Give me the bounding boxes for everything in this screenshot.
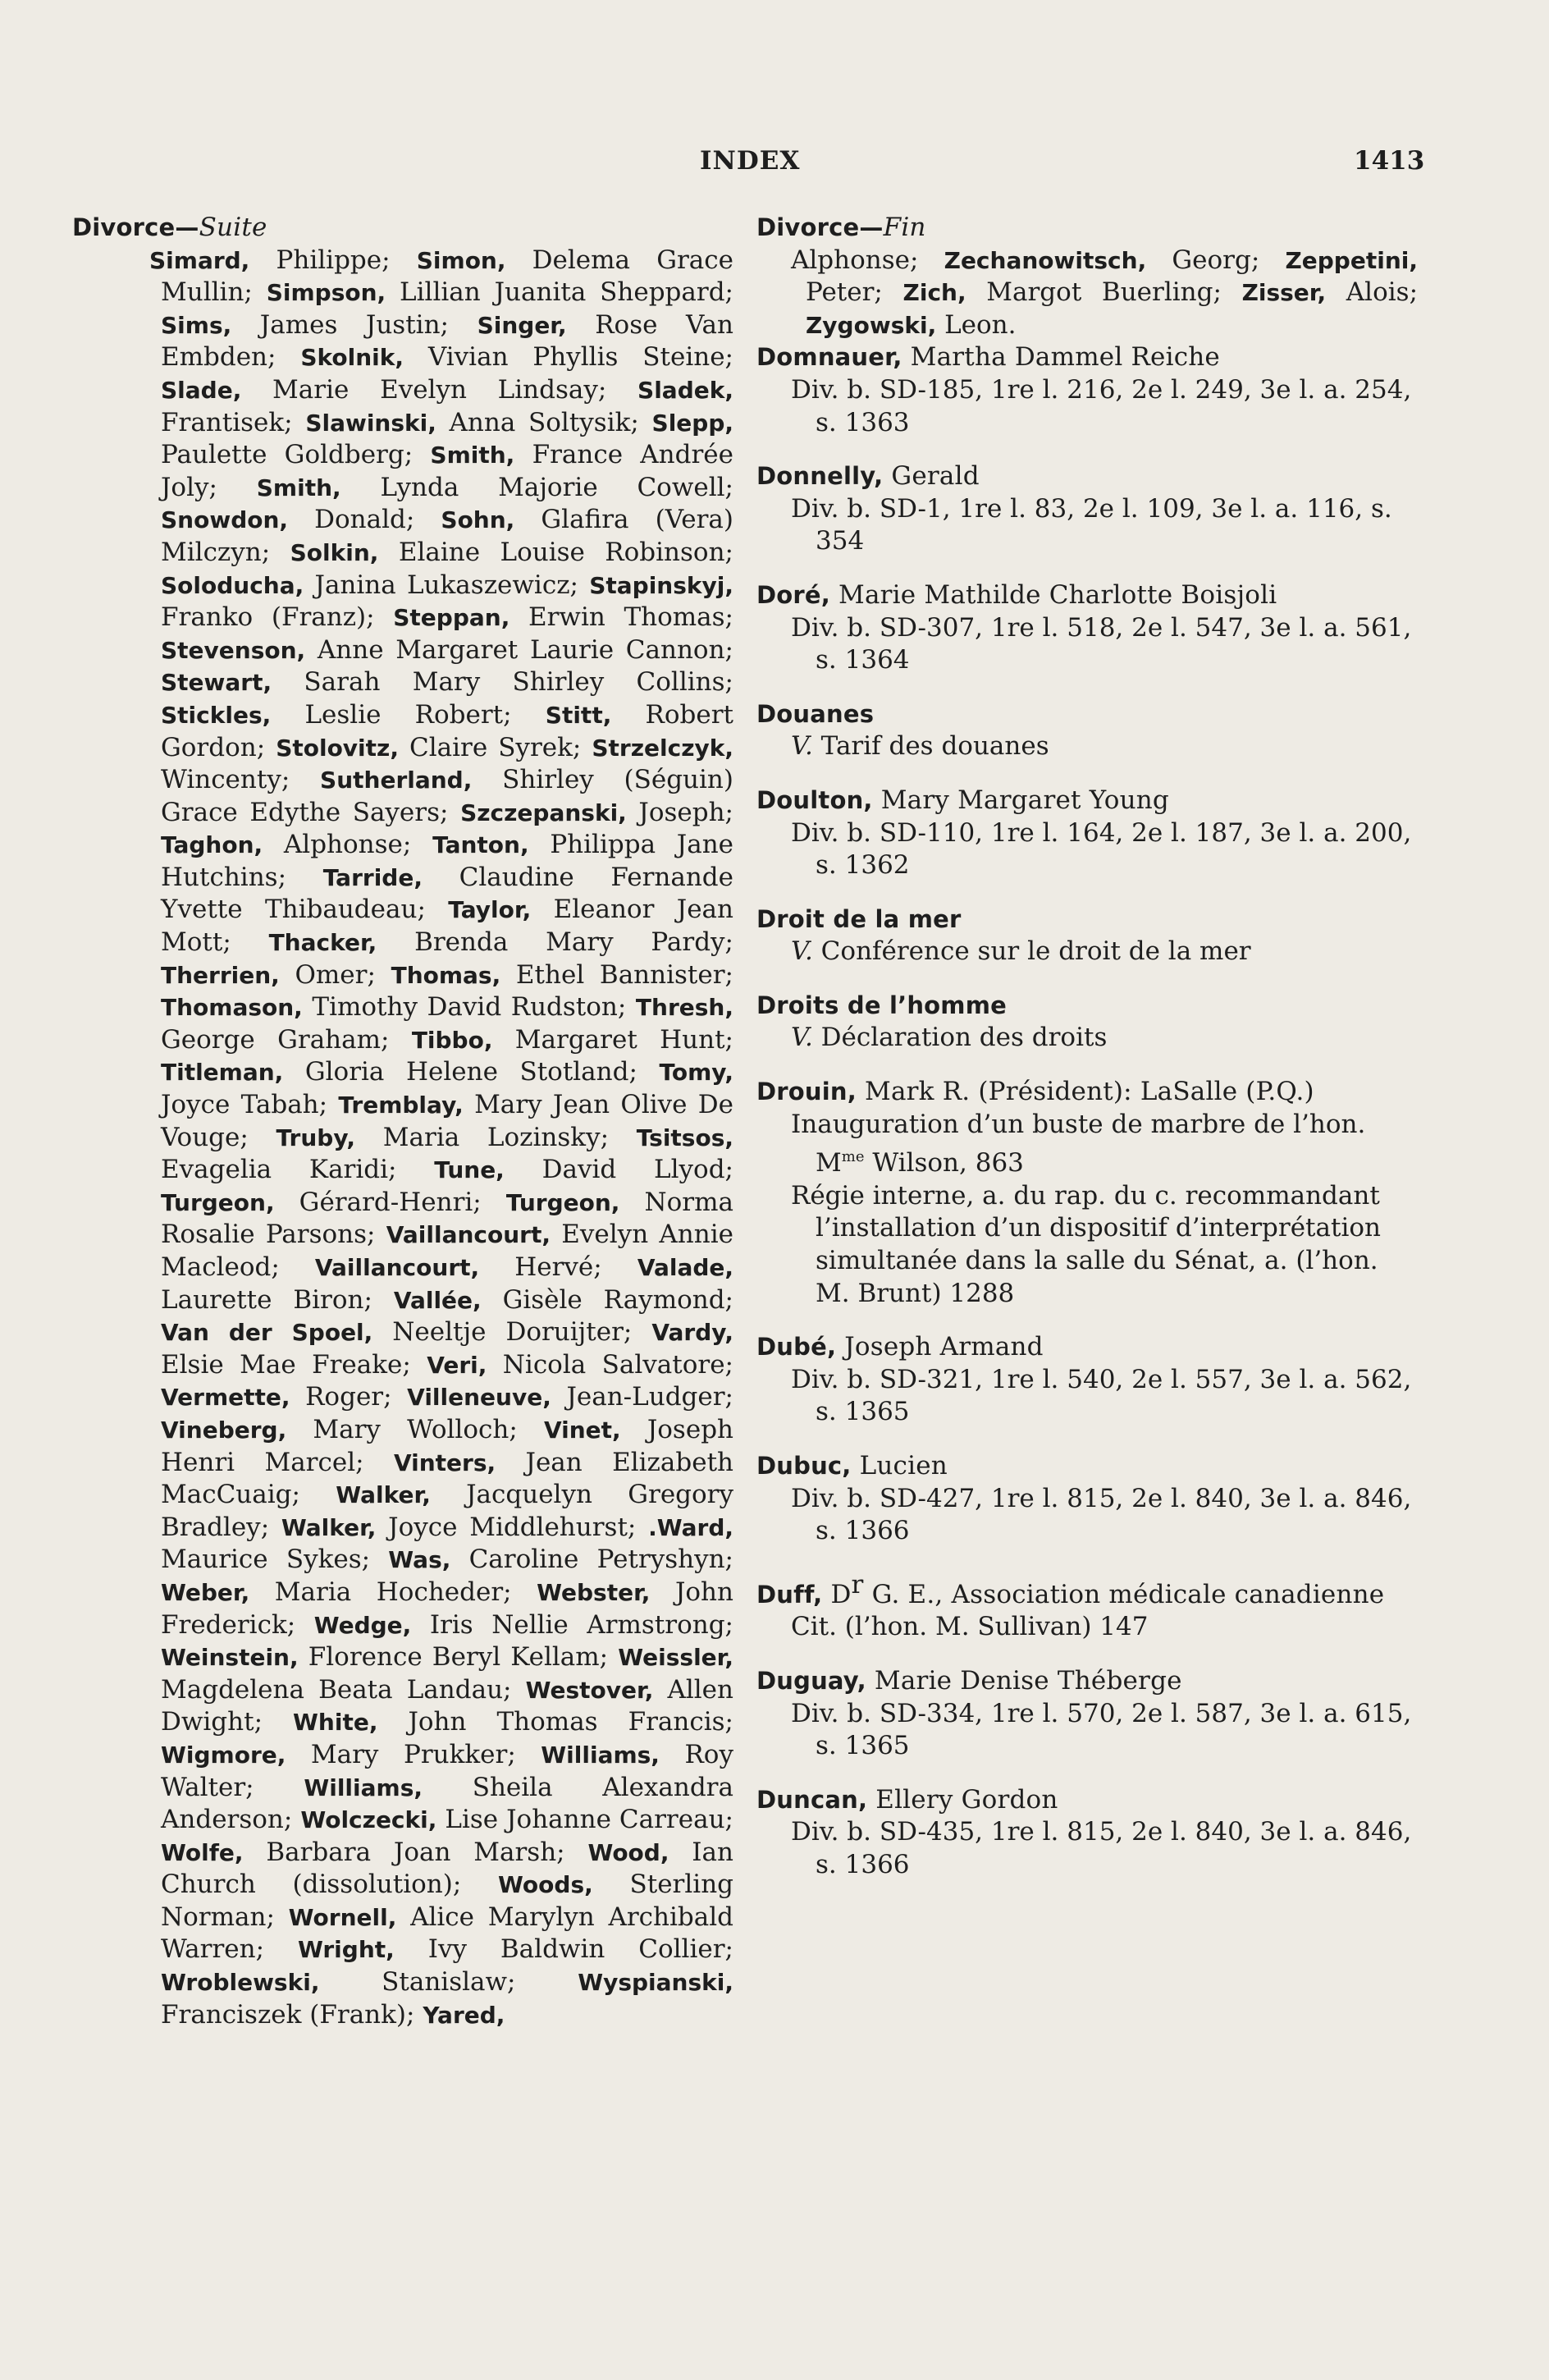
given-names: Paulette Goldberg; [161,440,414,470]
entry-heading [756,1450,1418,1483]
given-names: France Andrée Joly; [161,440,733,502]
given-names: Joseph; [626,797,733,827]
entry-head-rest: Marie Mathilde Charlotte Boisjoli [829,579,1277,610]
surname: Vaillancourt, [386,1221,551,1249]
entry-heading [756,904,1418,936]
entry-heading [756,1331,1418,1364]
index-entry [756,1076,1418,1310]
entry-head-rest: Marie Denise Théberge [866,1665,1182,1696]
given-names: Elsie Mae Freake; [161,1349,411,1380]
given-names: Mary Wolloch; [286,1414,518,1444]
given-names: Mary Prukker; [286,1739,516,1769]
surname: Strzelczyk, [592,734,734,762]
given-names: Franko (Franz); [161,602,375,633]
given-names: Hervé; [479,1252,602,1282]
given-names: Maurice Sykes; [161,1545,371,1575]
given-names: Alphonse; [791,245,919,275]
given-names: Brenda Mary Pardy; [377,927,733,958]
given-names: Philippe; [249,245,391,275]
surname: Westover, [525,1676,654,1704]
detail-text: Div. b. SD-427, 1re l. 815, 2e l. 840, 3e l. a. 846, s. 1366 [791,1483,1412,1546]
surname: Sims, [161,311,232,339]
index-entry [756,1665,1418,1763]
entry-head-rest: Mark R. (Président): LaSalle (P.Q.) [856,1077,1314,1107]
given-names: Norma Rosalie Parsons; [161,1187,733,1250]
surname: Tibbo, [411,1026,493,1054]
given-names: Laurette Biron; [161,1284,372,1315]
given-names: Allen Dwight; [161,1674,733,1737]
index-entry [756,579,1418,677]
surname: Thomason, [161,994,303,1022]
entry-heading [756,1076,1418,1109]
given-names: Alice Marylyn Archibald Warren; [161,1902,733,1965]
given-names: Georg; [1146,245,1260,275]
surname: Zisser, [1241,279,1327,307]
index-entry [756,698,1418,763]
surname: Zechanowitsch, [944,246,1147,274]
given-names: Caroline Petryshyn; [450,1545,733,1575]
surname: Woods, [498,1871,593,1899]
surname: Wigmore, [161,1741,286,1769]
detail-text: Tarif des douanes [812,731,1049,762]
entry-head: Drouin, [756,1078,857,1106]
entry-detail [756,1109,1418,1180]
entry-head: Dubé, [756,1333,837,1362]
surname: Williams, [541,1741,660,1769]
surname: Zygowski, [806,311,937,339]
given-names: Rose Van Embden; [161,309,733,373]
given-names: Joseph Henri Marcel; [161,1414,733,1477]
entry-heading [756,341,1418,374]
entry-heading-divorce-suite [72,212,733,245]
given-names: Franciszek (Frank); [161,1999,415,2030]
surname: Truby, [276,1124,356,1151]
surname: Tune, [434,1156,505,1184]
given-names: Marie Evelyn Lindsay; [241,374,607,405]
surname: Thomas, [391,961,501,989]
given-names: John Frederick; [161,1577,733,1640]
surname: Vineberg, [161,1416,287,1444]
entry-detail [756,730,1418,763]
surname: Tomy, [659,1059,733,1087]
surname: Tanton, [432,831,529,859]
surname: Sutherland, [320,767,473,794]
given-names: George Graham; [161,1024,390,1055]
given-names: Ivy Baldwin Collier; [394,1934,733,1965]
entry-heading [756,698,1418,731]
surname: Tremblay, [338,1092,464,1119]
running-head [0,146,1549,187]
given-names: Omer; [279,959,376,990]
given-names: Stanislaw; [319,1967,516,1998]
surname: Wright, [297,1936,395,1964]
surname: Veri, [427,1351,487,1379]
detail-text: Conférence sur le droit de la mer [812,936,1251,967]
entry-detail [756,493,1418,558]
given-names: Eleanor Jean Mott; [161,895,733,958]
surname: Vallée, [393,1286,482,1314]
surname: Valade, [637,1254,734,1281]
index-entry [756,785,1418,882]
divorce-names-list [72,245,733,2032]
given-names: Claire Syrek; [398,732,582,762]
given-names: Lise Johanne Carreau; [436,1805,733,1835]
detail-tail: Wilson, 863 [864,1148,1024,1179]
surname: Tsitsos, [636,1124,733,1151]
detail-text: Div. b. SD-185, 1re l. 216, 2e l. 249, 3e l. a. 254, s. 1363 [791,374,1412,437]
detail-text: Div. b. SD-110, 1re l. 164, 2e l. 187, 3e l. a. 200, s. 1362 [791,817,1412,881]
see-reference: V. [791,731,813,762]
entry-detail [756,817,1418,882]
surname: Williams, [304,1774,423,1801]
given-names: Elaine Louise Robinson; [378,537,733,567]
given-names: Gérard-Henri; [274,1187,482,1217]
entry-head-rest: Gerald [883,461,980,492]
given-names: Donald; [288,505,415,535]
surname: .Ward, [648,1513,733,1541]
surname: Skolnik, [300,344,404,372]
surname: Weinstein, [161,1644,299,1672]
given-names: Claudine Fernande Yvette Thibaudeau; [161,862,733,925]
surname: Thresh, [635,994,733,1022]
surname: Simpson, [266,279,386,307]
entry-detail [756,374,1418,439]
index-entry [756,1569,1418,1644]
surname: Simard, [149,246,250,274]
given-names: Alois; [1326,277,1419,308]
given-names: Jean-Ludger; [551,1382,733,1412]
surname: Stolovitz, [276,734,399,762]
detail-text: Div. b. SD-435, 1re l. 815, 2e l. 840, 3e l. a. 846, s. 1366 [791,1817,1412,1879]
index-entry [756,990,1418,1055]
surname: Slawinski, [305,409,436,437]
surname: Wolczecki, [300,1806,437,1834]
heading-main: Divorce— [72,213,199,241]
superscript: r [851,1569,864,1600]
index-entry [756,1331,1418,1429]
given-names: Philippa Jane Hutchins; [161,830,734,892]
given-names: Vivian Phyllis Steine; [404,342,733,373]
given-names: Delema Grace Mullin; [161,245,733,308]
surname: Vermette, [161,1384,290,1412]
page-title: INDEX [700,146,801,176]
entry-head: Dubuc, [756,1452,852,1480]
detail-text: Cit. (l’hon. M. Sullivan) 147 [791,1612,1149,1642]
heading-suffix: Fin [883,213,926,242]
surname: Solkin, [290,538,379,566]
entry-head-rest: Ellery Gordon [867,1784,1058,1815]
entry-head: Duguay, [756,1666,866,1695]
given-names: Timothy David Rudston; [302,992,627,1023]
entry-head: Domnauer, [756,343,902,372]
surname: Wornell, [288,1903,397,1931]
index-entry [756,1450,1418,1548]
detail-text: Div. b. SD-334, 1re l. 570, 2e l. 587, 3e l. a. 615, s. 1365 [791,1698,1412,1761]
detail-text: Div. b. SD-321, 1re l. 540, 2e l. 557, 3e l. a. 562, s. 1365 [791,1364,1412,1427]
given-names: Margaret Hunt; [492,1024,733,1055]
surname: Vinters, [393,1449,496,1476]
given-names: Florence Beryl Kellam; [298,1642,609,1673]
detail-text: Div. b. SD-307, 1re l. 518, 2e l. 547, 3e l. a. 561, s. 1364 [791,612,1412,675]
see-reference: V. [791,936,813,967]
entry-head: Donnelly, [756,462,884,491]
given-names: Alphonse; [263,830,412,860]
entry-head: Droit de la mer [756,904,962,933]
given-names: Joyce Tabah; [161,1090,328,1120]
entry-detail [756,1022,1418,1055]
surname: Vardy, [651,1319,733,1347]
surname: Weber, [161,1578,250,1606]
surname: Stitt, [545,701,612,729]
entry-head: Douanes [756,699,875,728]
surname: Was, [388,1546,451,1574]
given-names: Magdelena Beata Landau; [161,1674,512,1705]
surname: Wood, [587,1838,669,1866]
given-names: Erwin Thomas; [509,602,734,633]
given-names: Janina Lukaszewicz; [304,570,578,600]
surname: Slade, [161,376,242,404]
surname: Stapinskyj, [589,571,733,599]
surname: Taylor, [448,896,532,924]
surname: Szczepanski, [460,799,627,826]
surname: Villeneuve, [407,1384,551,1412]
given-names: Jacquelyn Gregory Bradley; [161,1480,734,1542]
entry-head-rest: Lucien [851,1451,948,1481]
given-names: Ethel Bannister; [500,959,733,990]
surname: Tarride, [322,863,423,891]
entry-head: Doré, [756,580,830,609]
surname: Singer, [477,311,567,339]
given-names: Roy Walter; [161,1739,733,1802]
surname: Turgeon, [505,1188,620,1216]
given-names: Lynda Majorie Cowell; [340,472,733,502]
given-names: Iris Nellie Armstrong; [411,1609,733,1640]
surname: Stevenson, [161,636,306,664]
given-names: Shirley (Séguin) Grace Edythe Sayers; [161,765,733,827]
surname: Taghon, [161,831,263,859]
right-column [756,212,1418,2331]
entry-head: Doulton, [756,785,873,814]
index-entries [756,341,1418,1881]
surname: Stickles, [161,701,272,729]
entry-detail [756,1483,1418,1548]
given-names: Sarah Mary Shirley Collins; [272,667,733,698]
surname: Van der Spoel, [161,1319,373,1347]
given-names: Anna Soltysik; [436,407,639,437]
surname: Sohn, [441,506,515,534]
surname: Stewart, [161,669,272,697]
surname: Vaillancourt, [314,1254,480,1281]
surname: Vinet, [543,1416,621,1444]
detail-text: Div. b. SD-1, 1re l. 83, 2e l. 109, 3e l. a. 116, s. 354 [791,493,1392,556]
entry-heading [756,579,1418,612]
given-names: Joyce Middlehurst; [376,1512,637,1542]
surname: Webster, [537,1578,651,1606]
given-names: Evelyn Annie Macleod; [161,1220,733,1282]
given-names: Leslie Robert; [271,699,512,730]
surname: Smith, [256,474,341,501]
index-entry [756,904,1418,968]
entry-head-rest: Joseph Armand [836,1332,1044,1362]
surname: Snowdon, [161,506,289,534]
given-names: Mary Jean Olive De Vouge; [161,1090,734,1152]
entry-heading [756,990,1418,1023]
index-entry [756,460,1418,558]
surname: Wyspianski, [578,1969,733,1997]
entry-heading [756,1784,1418,1817]
entry-heading-divorce-fin [756,212,1418,245]
entry-detail [756,1611,1418,1644]
index-entry [756,341,1418,439]
given-names: Barbara Joan Marsh; [243,1837,565,1867]
given-names: David Llyod; [504,1155,733,1185]
entry-heading [756,785,1418,817]
index-entry [756,1784,1418,1882]
entry-detail [756,1180,1418,1310]
given-names: Lillian Juanita Sheppard; [386,277,733,308]
surname: Yared, [423,2001,505,2029]
left-column [72,212,733,2331]
surname: Zeppetini, [1285,246,1418,274]
given-names: Jean Elizabeth MacCuaig; [161,1447,733,1510]
entry-heading [756,1665,1418,1698]
entry-detail [756,936,1418,968]
entry-head: Duncan, [756,1785,868,1814]
given-names: Evagelia Karidi; [161,1155,397,1185]
entry-detail [756,1698,1418,1763]
entry-detail [756,1816,1418,1881]
given-names: Peter; [806,277,883,308]
entry-head-rest: Martha Dammel Reiche [902,342,1220,373]
given-names: James Justin; [231,309,450,340]
entry-detail [756,1364,1418,1429]
given-names: Glafira (Vera) Milczyn; [161,505,733,567]
surname: Walker, [281,1513,377,1541]
surname: Wolfe, [161,1838,244,1866]
surname: Walker, [336,1481,431,1509]
given-names: Neeltje Doruijter; [372,1317,633,1348]
surname: Thacker, [268,929,377,957]
surname: Wedge, [313,1611,412,1639]
detail-text: Inauguration d’un buste de marbre de l’hon. M [791,1109,1366,1179]
heading-main: Divorce— [756,213,884,241]
entry-heading [756,460,1418,493]
given-names: Roger; [290,1382,392,1412]
given-names: Gloria Helene Stotland; [283,1057,637,1087]
given-names: Margot Buerling; [966,277,1222,308]
detail-text: Régie interne, a. du rap. du c. recommandant l’installation d’un dispositif d’interprétation simultanée dans la salle du Sénat, a. (l’hon. M. Brunt) 1288 [791,1180,1381,1308]
see-reference: V. [791,1023,813,1053]
page-number: 1413 [1354,146,1425,176]
given-names: Ian Church (dissolution); [161,1837,733,1900]
given-names: Sterling Norman; [161,1870,734,1932]
surname: Wroblewski, [161,1969,320,1997]
given-names: Robert Gordon; [161,699,734,762]
surname: Slepp, [651,409,734,437]
given-names: Anne Margaret Laurie Cannon; [305,634,733,665]
surname: Zich, [902,279,966,307]
divorce-names-continued [756,245,1418,342]
surname: Therrien, [161,961,280,989]
given-names: Gisèle Raymond; [481,1284,734,1315]
surname: Soloducha, [161,571,304,599]
surname: Smith, [430,442,515,469]
given-names: Frantisek; [161,407,293,437]
given-names: Sheila Alexandra Anderson; [161,1772,733,1835]
entry-head: Droits de l’homme [756,991,1008,1019]
given-names: Maria Lozinsky; [355,1122,610,1152]
surname: Weissler, [618,1644,734,1672]
surname: White, [293,1709,378,1737]
surname: Simon, [416,246,506,274]
entry-head: Duff, [756,1580,823,1609]
entry-heading [756,1569,1418,1612]
superscript: me [841,1148,865,1166]
entry-detail [756,612,1418,677]
given-names: Leon. [936,309,1017,340]
given-names: Maria Hocheder; [249,1577,512,1607]
entry-head-tail: G. E., Association médicale canadienne [863,1579,1385,1609]
surname: Titleman, [161,1059,284,1087]
surname: Steppan, [393,604,510,632]
surname: Turgeon, [161,1188,275,1216]
detail-text: Déclaration des droits [812,1023,1108,1053]
given-names: Nicola Salvatore; [487,1349,733,1380]
heading-suffix: Suite [199,213,267,242]
given-names: John Thomas Francis; [377,1707,733,1737]
entry-head-rest: D [822,1579,852,1609]
given-names: Wincenty; [161,765,290,795]
surname: Sladek, [637,376,733,404]
entry-head-rest: Mary Margaret Young [872,785,1169,815]
